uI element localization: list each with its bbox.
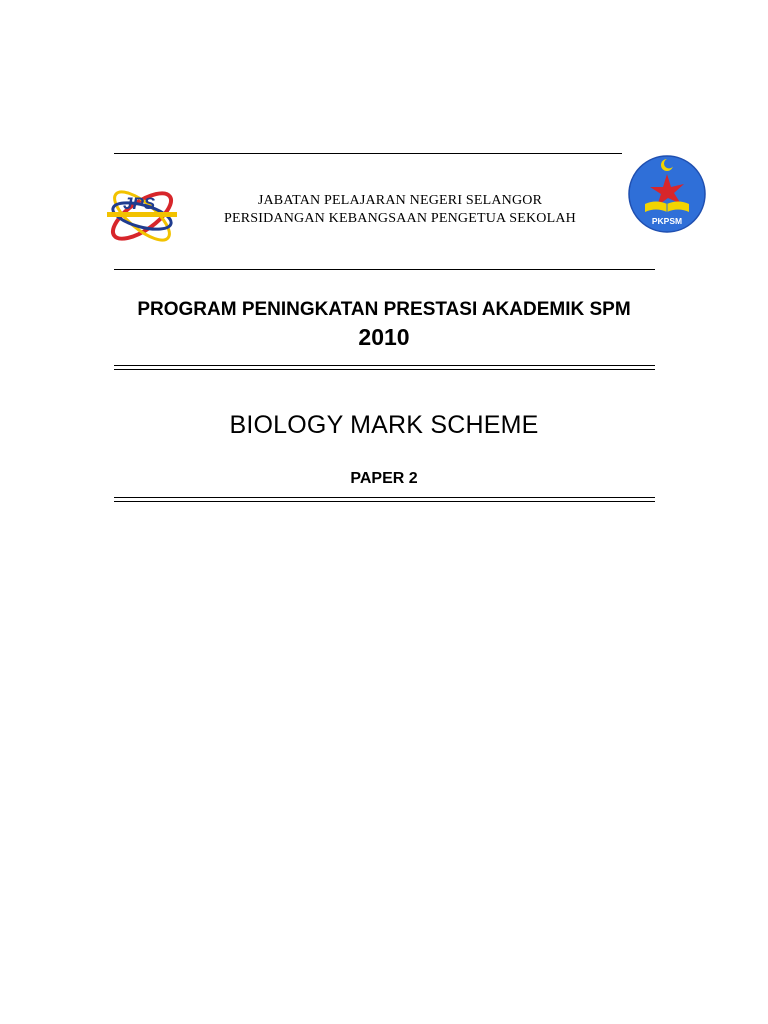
header-line-2: PERSIDANGAN KEBANGSAAN PENGETUA SEKOLAH xyxy=(224,211,576,226)
top-rule xyxy=(114,153,622,154)
document-title: BIOLOGY MARK SCHEME xyxy=(229,411,539,439)
program-year: 2010 xyxy=(358,324,410,350)
pkpsm-logo-icon xyxy=(627,154,707,234)
pkpsm-logo xyxy=(627,154,707,234)
jps-logo-icon xyxy=(103,176,181,252)
jps-logo-text: JPS xyxy=(123,194,156,213)
jps-logo xyxy=(103,176,181,252)
program-title: PROGRAM PENINGKATAN PRESTASI AKADEMIK SPM xyxy=(137,299,631,320)
paper-label: PAPER 2 xyxy=(350,470,418,487)
header-line-1: JABATAN PELAJARAN NEGERI SELANGOR xyxy=(257,193,543,208)
program-double-rule xyxy=(114,365,655,370)
document-double-rule xyxy=(114,497,655,502)
pkpsm-logo-text: PKPSM xyxy=(651,216,683,226)
header-rule xyxy=(114,269,655,270)
header-org-block xyxy=(190,192,610,228)
